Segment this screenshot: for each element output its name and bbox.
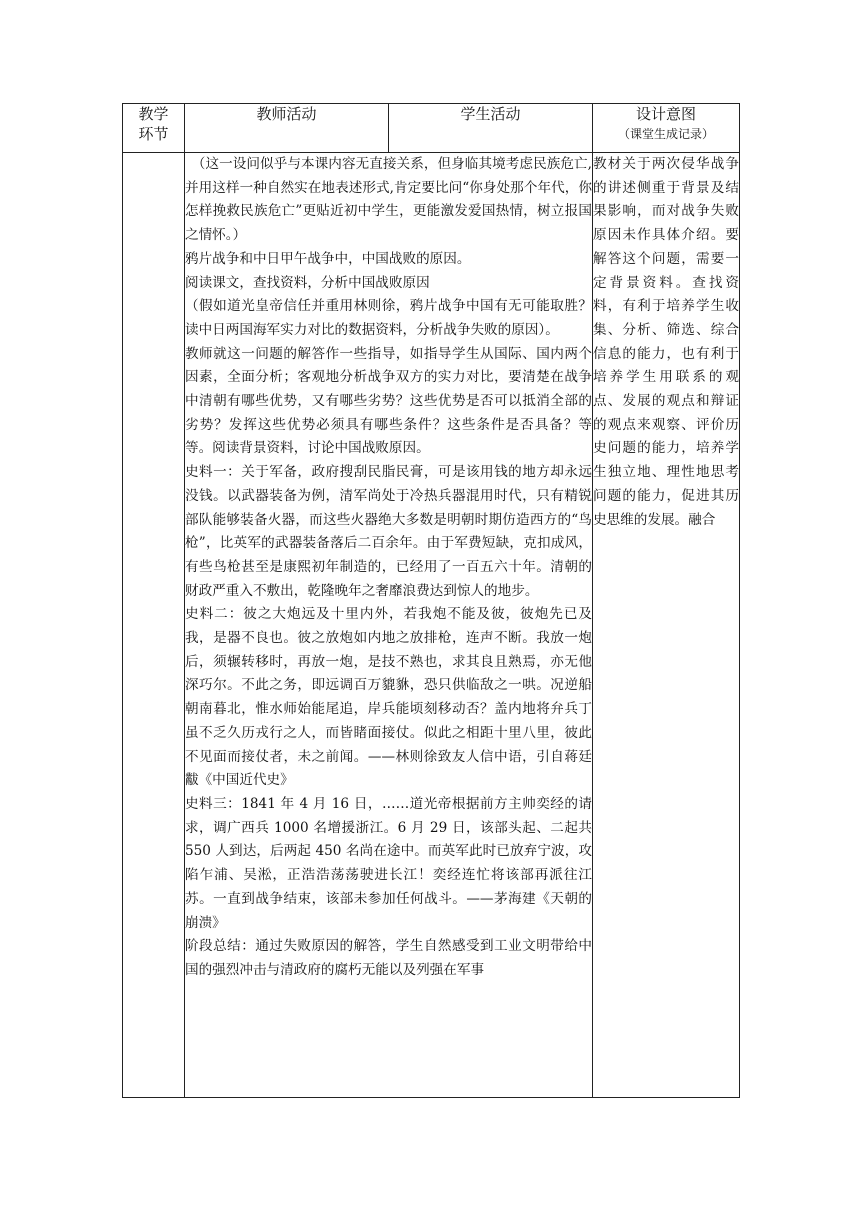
header-design-intent-subtitle: （课堂生成记录） bbox=[617, 127, 714, 141]
design-intent-cell bbox=[593, 153, 740, 1098]
header-teaching-section bbox=[123, 104, 185, 153]
header-design-intent-title: 设计意图 bbox=[635, 105, 696, 123]
activity-cell bbox=[185, 153, 593, 1098]
paragraph-task: 阅读课文，查找资料，分析中国战败原因 bbox=[185, 274, 430, 291]
paragraph-source-3: 史料三：1841 年 4 月 16 日，……道光帝根据前方主帅奕经的请求，调广西兵 1000 名增援浙江。6 月 29 日，该部头起、二起共 550 人到达，后两起 450 名尚在途中。而英军此时已放弃宁波，攻陷乍浦、吴淞，正浩浩荡荡驶进长江！奕经连忙将该部再派往江苏。一直到战争结束，该部未参加任何战斗。——茅海建《天朝的崩溃》 bbox=[185, 795, 592, 931]
teaching-section-cell bbox=[123, 153, 185, 1098]
paragraph-hypothesis: （假如道光皇帝信任并重用林则徐，鸦片战争中国有无可能取胜？读中日两国海军实力对比的数据资料，分析战争失败的原因）。 bbox=[185, 298, 592, 338]
paragraph-source-2: 史料二：彼之大炮远及十里内外，若我炮不能及彼，彼炮先已及我，是器不良也。彼之放炮如内地之放排枪，连声不断。我放一炮后，须辗转移时，再放一炮，是技不熟也，求其良且熟焉，亦无他深巧尔。不此之务，即远调百万貔貅，恐只供临敌之一哄。况逆船朝南暮北，惟水师始能尾追，岸兵能顷刻移动否？盖内地将弁兵丁虽不乏久历戎行之人，而皆睹面接仗。似此之相距十里八里，彼此不见面而接仗者，未之前闻。——林则徐致友人信中语，引自蒋廷黻《中国近代史》 bbox=[185, 606, 592, 789]
lesson-plan-table bbox=[122, 103, 740, 1098]
header-student-activity: 学生活动 bbox=[389, 104, 593, 153]
paragraph-summary: 阶段总结：通过失败原因的解答，学生自然感受到工业文明带给中国的强烈冲击与清政府的腐朽无能以及列强在军事 bbox=[185, 938, 592, 978]
table-header-row bbox=[123, 104, 740, 153]
table-body-row bbox=[123, 153, 740, 1098]
header-teacher-activity: 教师活动 bbox=[185, 104, 389, 153]
paragraph-guidance: 教师就这一问题的解答作一些指导，如指导学生从国际、国内两个因素，全面分析；客观地分析战争双方的实力对比，要清楚在战争中清朝有哪些优势，又有哪些劣势？这些优势是否可以抵消全部的劣势？发挥这些优势必须具有哪些条件？这些条件是否具备？等等。阅读背景资料，讨论中国战败原因。 bbox=[185, 345, 592, 457]
paragraph-note: （这一设问似乎与本课内容无直接关系，但身临其境考虑民族危亡,并用这样一种自然实在地表述形式,肯定要比问“你身处那个年代，你怎样挽救民族危亡”更贴近初中学生，更能激发爱国热情，树立报国之情怀。） bbox=[185, 156, 592, 244]
design-intent-text: 教材关于两次侵华战争的讲述侧重于背景及结果影响，而对战争失败原因未作具体介绍。要解答这个问题，需要一定背景资料。查找资料，有利于培养学生收集、分析、筛选、综合信息的能力，也有利于培养学生用联系的观点、发展的观点和辩证的观点来观察、评价历史问题的能力，培养学生独立地、理性地思考问题的能力，促进其历史思维的发展。融合 bbox=[593, 156, 739, 528]
header-teaching-section-label: 教学环节 bbox=[138, 105, 169, 143]
paragraph-question: 鸦片战争和中日甲午战争中，中国战败的原因。 bbox=[185, 250, 471, 267]
header-design-intent bbox=[593, 104, 740, 153]
paragraph-source-1: 史料一：关于军备，政府搜刮民脂民膏，可是该用钱的地方却永远没钱。以武器装备为例，清军尚处于冷热兵器混用时代，只有精锐部队能够装备火器，而这些火器绝大多数是明朝时期仿造西方的“鸟枪”，比英军的武器装备落后二百余年。由于军费短缺，克扣成风，有些鸟枪甚至是康熙初年制造的，已经用了一百五六十年。清朝的财政严重入不敷出，乾隆晚年之奢靡浪费达到惊人的地步。 bbox=[185, 464, 592, 599]
